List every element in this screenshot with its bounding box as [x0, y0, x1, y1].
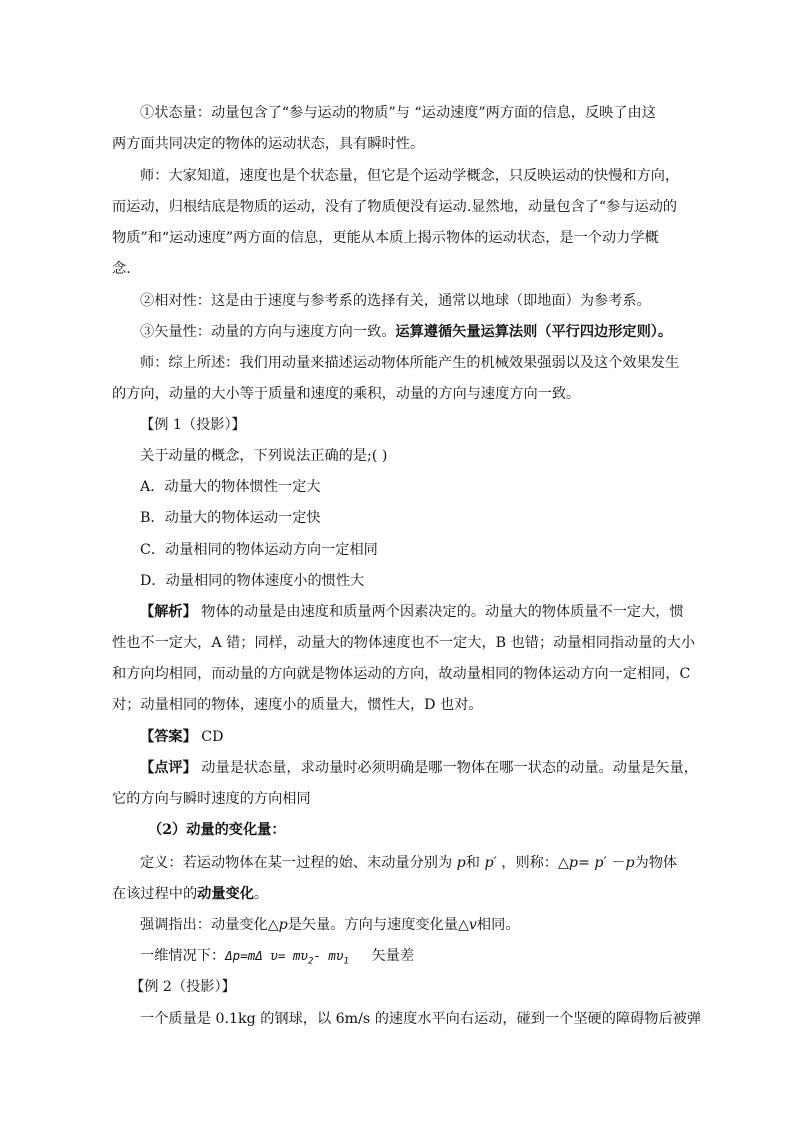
- text-line: 而运动，归根结底是物质的运动，没有了物质便没有运动.显然地，动量包含了“参与运动的: [112, 199, 678, 215]
- analysis-line: [140, 602, 715, 622]
- text-span: 是矢量。方向与速度变化量△: [287, 917, 469, 933]
- emphasis-line: [140, 915, 715, 935]
- text-span: 物体的动量是由速度和质量两个因素决定的。动量大的物体质量不一定大，惯: [196, 604, 684, 620]
- option-c: C．动量相同的物体运动方向一定相同: [140, 542, 378, 558]
- text-span: ，则称：△: [496, 855, 569, 871]
- text-line: ②相对性：这是由于速度与参考系的选择有关，通常以地球（即地面）为参考系。: [140, 293, 651, 309]
- text-line: 物质”和“运动速度”两方面的信息，更能从本质上揭示物体的运动状态，是一个动力学概: [112, 230, 659, 246]
- question-text: 一个质量是 0.1kg 的钢球，以 6m/s 的速度水平向右运动，碰到一个坚硬的障碍物后被弹: [140, 1011, 702, 1027]
- text-line: 师：大家知道，速度也是个状态量，但它是个运动学概念，只反映运动的快慢和方向，: [140, 168, 680, 184]
- section-heading: （2）动量的变化量：: [148, 822, 286, 838]
- comment-tag: 【点评】: [140, 760, 197, 776]
- text-line: ①状态量：动量包含了“参与运动的物质”与 “运动速度”两方面的信息，反映了由这: [140, 105, 656, 121]
- formula-part: Δp=mΔ υ= mυ: [225, 948, 308, 963]
- text-line: 的方向，动量的大小等于质量和速度的乘积，动量的方向与速度方向一致。: [112, 386, 581, 402]
- formula: [225, 948, 349, 967]
- math-symbol: p: [568, 855, 579, 871]
- bold-span: 动量变化: [197, 886, 254, 902]
- bold-span: 运算遵循矢量运算法则（平行四边形定则）。: [395, 324, 673, 340]
- math-symbol: p′: [594, 855, 607, 871]
- text-span: 为物体: [634, 855, 678, 871]
- text-span: 相同。: [476, 917, 520, 933]
- comment-line: [140, 758, 715, 778]
- math-symbol: p: [278, 917, 288, 933]
- option-d: D．动量相同的物体速度小的惯性大: [140, 573, 365, 589]
- math-symbol: p: [456, 855, 466, 871]
- text-line: 它的方向与瞬时速度的方向相同: [112, 791, 311, 807]
- subscript: 2: [307, 956, 314, 967]
- text-line: 性也不一定大，A 错；同样，动量大的物体速度也不一定大，B 也错；动量相同指动量的大小: [112, 635, 696, 651]
- text-span: 一维情况下：: [140, 948, 226, 964]
- text-line: 念.: [112, 261, 131, 277]
- text-line: 和方向均相同，而动量的方向就是物体运动的方向，故动量相同的物体运动方向一定相同，C: [112, 666, 691, 682]
- subscript: 1: [343, 956, 349, 967]
- math-symbol: v: [468, 917, 477, 933]
- answer-tag: 【答案】: [140, 729, 197, 745]
- example-heading: 【例 1（投影）】: [140, 417, 246, 433]
- answer-value: CD: [196, 729, 224, 745]
- text-span: =: [578, 855, 595, 871]
- math-symbol: p′: [484, 855, 497, 871]
- text-line: 对；动量相同的物体，速度小的质量大，惯性大，D 也对。: [112, 697, 483, 713]
- text-span: 定义：若运动物体在某一过程的始、末动量分别为: [140, 855, 457, 871]
- example-heading: 【例 2（投影）】: [130, 979, 236, 995]
- text-line: 两方面共同决定的物体的运动状态，具有瞬时性。: [112, 136, 425, 152]
- text-span: 和: [465, 855, 485, 871]
- text-line: [112, 884, 687, 904]
- option-a: A．动量大的物体惯性一定大: [140, 479, 321, 495]
- text-span: ③矢量性：动量的方向与速度方向一致。: [140, 324, 396, 340]
- analysis-tag: 【解析】: [140, 604, 197, 620]
- question-text: 关于动量的概念，下列说法正确的是;( ): [140, 448, 388, 464]
- text-span: 动量是状态量，求动量时必须明确是哪一物体在哪一状态的动量。动量是矢量，: [196, 760, 698, 776]
- text-span: 强调指出：动量变化△: [140, 917, 279, 933]
- text-span: －: [606, 855, 626, 871]
- text-line: 师：综上所述：我们用动量来描述运动物体所能产生的机械效果强弱以及这个效果发生: [140, 355, 680, 371]
- text-span: 。: [253, 886, 269, 902]
- formula-part: - mυ: [313, 948, 344, 963]
- definition-line: [140, 853, 715, 873]
- option-b: B．动量大的物体运动一定快: [140, 510, 321, 526]
- text-span: 矢量差: [348, 948, 415, 964]
- math-symbol: p: [625, 855, 635, 871]
- formula-line: [140, 946, 715, 972]
- text-span: 在该过程中的: [112, 886, 198, 902]
- text-line: [140, 322, 715, 342]
- answer-line: [140, 727, 715, 747]
